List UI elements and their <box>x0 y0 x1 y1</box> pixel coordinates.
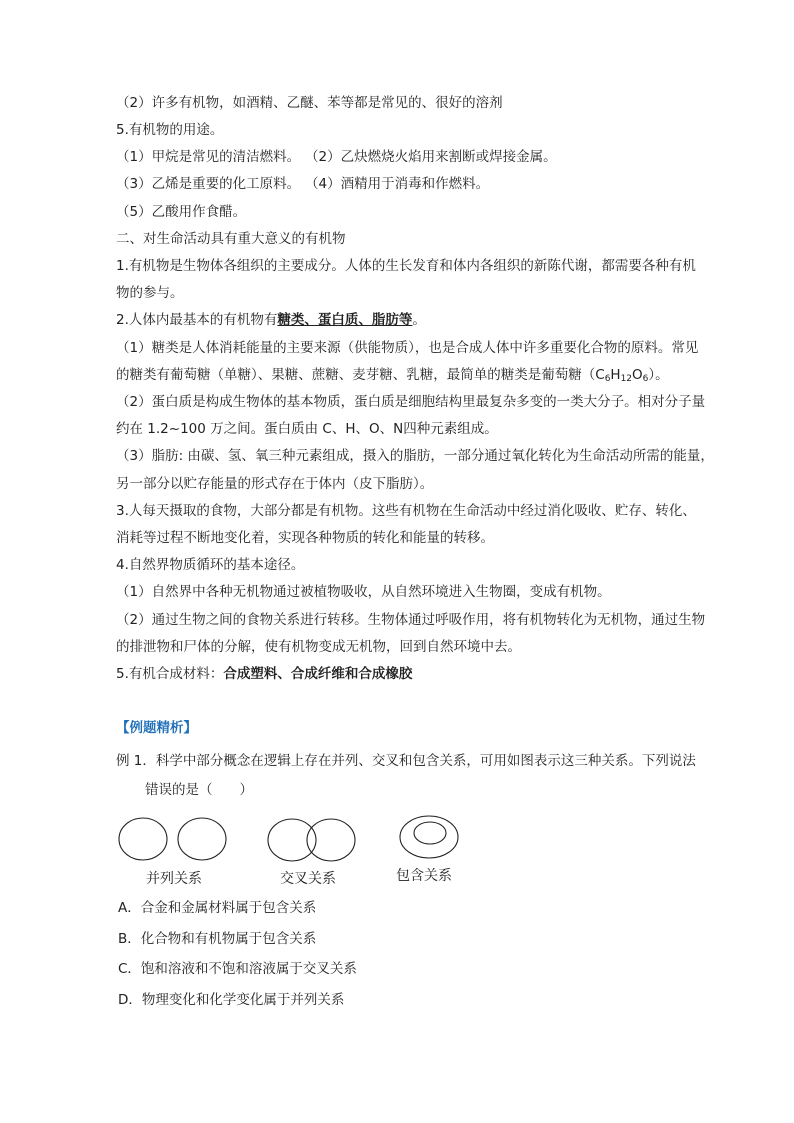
text-line: （2）通过生物之间的食物关系进行转移。生物体通过呼吸作用，将有机物转化为无机物，通过生物 <box>116 612 706 628</box>
parallel-circle-left <box>119 818 167 860</box>
cross-circle-right <box>307 819 355 861</box>
option-b[interactable]: B．化合物和有机物属于包含关系 <box>118 931 317 947</box>
text-line: 约在 1.2~100 万之间。蛋白质由 C、H、O、N四种元素组成。 <box>116 421 498 437</box>
text-span: 5.有机合成材料： <box>116 666 224 682</box>
text-span: H <box>610 367 621 383</box>
contain-circle-inner <box>414 822 446 844</box>
text-line: （1）甲烷是常见的清洁燃料。 <box>116 149 301 165</box>
text-span: 2.人体内最基本的有机物有 <box>116 312 278 328</box>
text-line: （2）蛋白质是构成生物体的基本物质，蛋白质是细胞结构里最复杂多变的一类大分子。相对分子量 <box>116 394 706 410</box>
option-a[interactable]: A．合金和金属材料属于包含关系 <box>118 900 317 916</box>
text-line: （3）脂肪: 由碳、氢、氧三种元素组成，摄入的脂肪，一部分通过氧化转化为生命活动所需的能量， <box>116 448 714 464</box>
text-line: 消耗等过程不断地变化着，实现各种物质的转化和能量的转移。 <box>116 530 494 546</box>
text-span: 。 <box>412 312 426 328</box>
text-line: 5.有机物的用途。 <box>116 122 224 138</box>
key-terms: 合成塑料、合成纤维和合成橡胶 <box>223 666 413 682</box>
caption-cross: 交叉关系 <box>280 871 336 887</box>
text-line: 3.人每天摄取的食物，大部分都是有机物。这些有机物在生命活动中经过消化吸收、贮存、转化、 <box>116 503 696 519</box>
text-line: （1）自然界中各种无机物通过被植物吸收，从自然环境进入生物圈，变成有机物。 <box>116 584 611 600</box>
text-line: 4.自然界物质循环的基本途径。 <box>116 557 305 573</box>
caption-contain: 包含关系 <box>396 868 452 884</box>
subscript: 6 <box>604 374 611 384</box>
text-line: （5）乙酸用作食醋。 <box>116 204 247 220</box>
text-line: （3）乙烯是重要的化工原料。 <box>116 176 301 192</box>
parallel-circle-right <box>178 818 226 860</box>
section-title: 【例题精析】 <box>116 720 197 736</box>
key-terms: 糖类、蛋白质、脂肪等 <box>277 312 413 328</box>
cross-circle-left <box>268 819 316 861</box>
text-span: 的糖类有葡萄糖（单糖）、果糖、蔗糖、麦芽糖、乳糖，最简单的糖类是葡萄糖（C <box>116 367 605 383</box>
subscript: 6 <box>642 374 649 384</box>
text-line: 另一部分以贮存能量的形式存在于体内（皮下脂肪）。 <box>116 476 434 492</box>
text-line: （1）糖类是人体消耗能量的主要来源（供能物质），也是合成人体中许多重要化合物的原料。常见 <box>116 340 699 356</box>
caption-parallel: 并列关系 <box>146 871 202 887</box>
question-text: 例 1．科学中部分概念在逻辑上存在并列、交叉和包含关系，可用如图表示这三种关系。下列说法 <box>116 753 696 769</box>
option-d[interactable]: D．物理变化和化学变化属于并列关系 <box>118 992 345 1008</box>
text-line: 的排泄物和尸体的分解，使有机物变成无机物，回到自然环境中去。 <box>116 639 521 655</box>
text-line: （4）酒精用于消毒和作燃料。 <box>305 176 490 192</box>
text-line: （2）许多有机物，如酒精、乙醚、苯等都是常见的、很好的溶剂 <box>116 95 503 111</box>
text-span: ）。 <box>648 367 669 383</box>
subscript: 12 <box>620 374 633 384</box>
text-line: 物的参与。 <box>116 285 184 301</box>
text-line: （2）乙炔燃烧火焰用来割断或焊接金属。 <box>305 149 557 165</box>
text-span: O <box>632 367 643 383</box>
question-text: 错误的是（ ） <box>145 782 253 798</box>
text-line: 1.有机物是生物体各组织的主要成分。人体的生长发育和体内各组织的新陈代谢，都需要各种有机 <box>116 258 696 274</box>
section-heading: 二、对生命活动具有重大意义的有机物 <box>116 231 346 247</box>
option-c[interactable]: C．饱和溶液和不饱和溶液属于交叉关系 <box>118 961 357 977</box>
